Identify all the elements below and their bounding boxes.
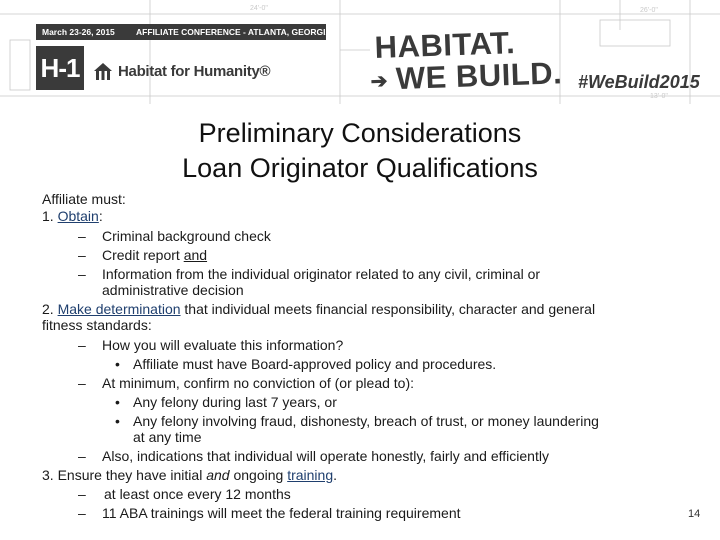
slogan-we-build-text: WE BUILD. [395, 55, 563, 97]
felony-7-years-item: Any felony during last 7 years, or [133, 394, 337, 410]
arrow-icon: ➔ [370, 70, 389, 94]
conference-banner [0, 0, 720, 104]
step-3-text-b: ongoing [229, 467, 288, 483]
dash-icon: – [78, 228, 86, 244]
conference-dates: March 23-26, 2015 [42, 27, 115, 37]
bullet-icon: • [115, 413, 120, 429]
intro-text: Affiliate must: [42, 191, 126, 207]
bullet-icon: • [115, 356, 120, 372]
conference-date-bar [36, 24, 332, 40]
habitat-logo-text: Habitat for Humanity® [118, 62, 271, 80]
aba-training-item: 11 ABA trainings will meet the federal training requirement [102, 505, 461, 521]
minimum-confirm-item: At minimum, confirm no conviction of (or plead to): [102, 375, 415, 391]
felony-fraud-item: Any felony involving fraud, dishonesty, breach of trust, or money laundering [133, 413, 599, 429]
step-1-number: 1. [42, 208, 58, 224]
felony-fraud-item-cont: at any time [133, 429, 202, 445]
dash-icon: – [78, 505, 86, 521]
dash-icon: – [78, 448, 86, 464]
slogan-we-build [370, 55, 563, 98]
bullet-icon: • [115, 394, 120, 410]
dash-icon: – [78, 486, 86, 502]
svg-text:13'-0": 13'-0" [650, 93, 668, 100]
board-policy-item: Affiliate must have Board-approved policy and procedures. [133, 356, 497, 372]
training-link[interactable]: training [287, 467, 334, 483]
evaluate-question: How you will evaluate this information? [102, 337, 344, 353]
slide-title-line2: Loan Originator Qualifications [182, 153, 538, 183]
dash-icon: – [78, 375, 86, 391]
habitat-logo [92, 60, 270, 82]
step-1-colon: : [98, 208, 103, 224]
step-2-heading [42, 301, 595, 318]
page-number: 14 [688, 508, 701, 520]
conference-name: AFFILIATE CONFERENCE - ATLANTA, GEORGIA [136, 27, 332, 37]
credit-report-text: Credit report [102, 247, 184, 263]
and-underlined: and [183, 247, 208, 263]
originator-info-item: Information from the individual originator related to any civil, criminal or [102, 266, 541, 282]
dash-icon: – [78, 247, 86, 263]
step-1-heading [42, 208, 103, 225]
step-2-number: 2. [42, 301, 58, 317]
habitat-house-icon [92, 61, 114, 81]
step-3-heading [42, 467, 337, 484]
annual-training-item: at least once every 12 months [104, 486, 291, 502]
step-2-text: that individual meets financial responsibility, character and general [180, 301, 596, 317]
step-3-period: . [333, 467, 337, 483]
slogan-habitat: HABITAT. [374, 25, 516, 65]
dash-icon: – [78, 337, 86, 353]
step-3-text-a: 3. Ensure they have initial [42, 467, 207, 483]
criminal-check-item: Criminal background check [102, 228, 271, 244]
credit-report-item [102, 247, 207, 264]
dash-icon: – [78, 266, 86, 282]
obtain-link[interactable]: Obtain [57, 208, 99, 224]
svg-text:24'-0": 24'-0" [250, 5, 268, 12]
session-code: H-1 [36, 46, 84, 90]
svg-text:26'-0": 26'-0" [640, 7, 658, 14]
step-2-text-cont: fitness standards: [42, 317, 152, 333]
indications-item: Also, indications that individual will operate honestly, fairly and efficiently [102, 448, 549, 464]
slide-title-line1: Preliminary Considerations [198, 118, 522, 148]
originator-info-item-cont: administrative decision [102, 282, 244, 298]
make-determination-link[interactable]: Make determination [57, 301, 181, 317]
and-italic: and [206, 467, 230, 483]
hashtag: #WeBuild2015 [578, 72, 700, 92]
